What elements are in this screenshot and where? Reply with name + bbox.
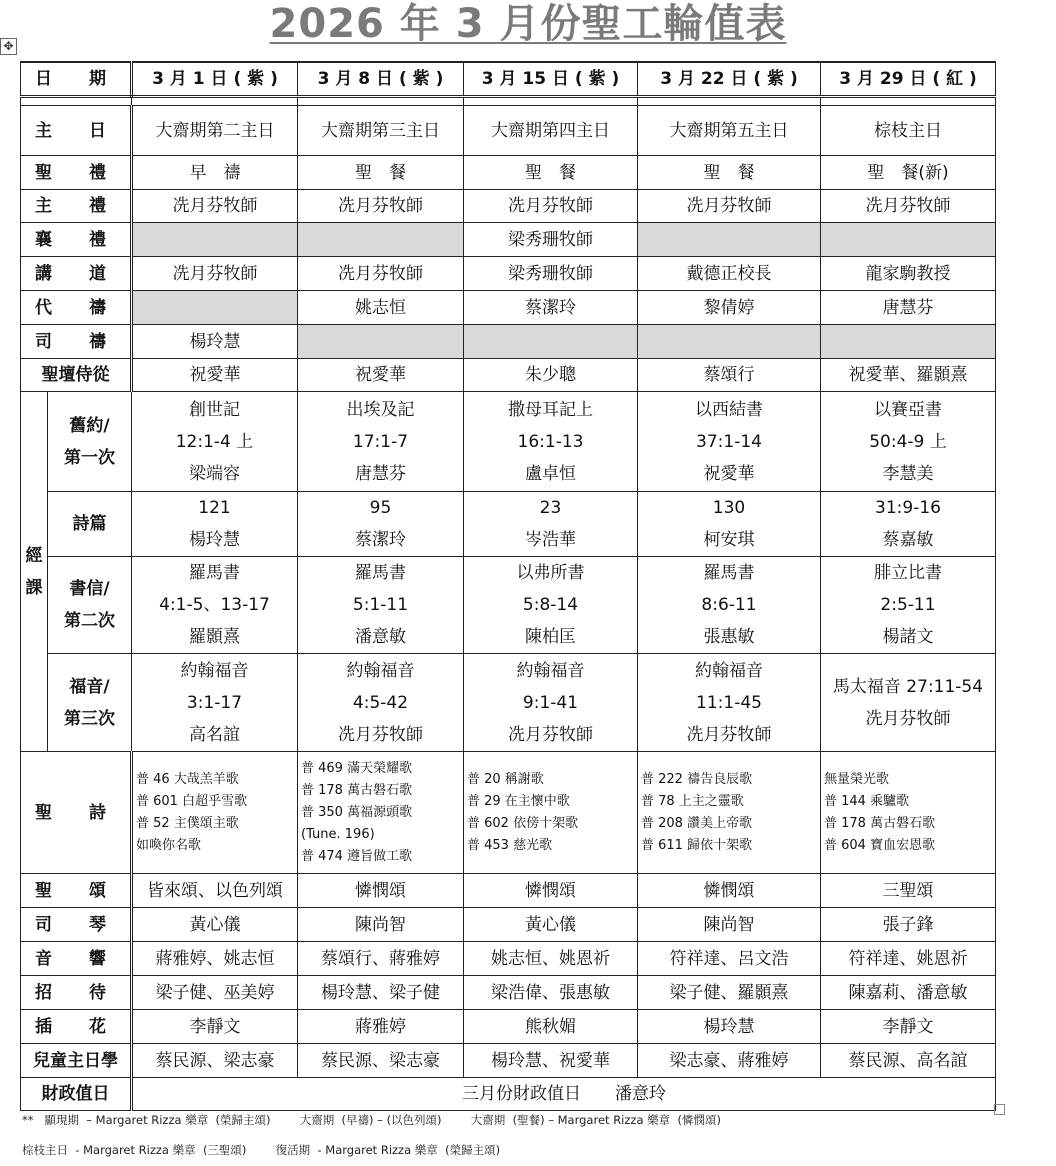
epistle-line: 羅馬書 (189, 563, 240, 583)
epistle-line: 5:8-14 (522, 595, 579, 615)
usher-cell: 梁子健、巫美婷 (132, 976, 298, 1010)
hymn-line: 普 52 主僕頌主歌 (136, 815, 239, 831)
sound-cell: 姚志恒、姚恩祈 (464, 942, 638, 976)
sunday-cell: 大齋期第五主日 (638, 106, 821, 156)
old_testament-line: 以賽亞書 (874, 399, 942, 420)
preacher-cell: 冼月芬牧師 (132, 257, 298, 291)
psalm-cell (132, 492, 298, 557)
epistle-line: 5:1-11 (352, 595, 409, 615)
sound-row-label: 音 響 (21, 942, 132, 976)
old_testament-cell (821, 392, 996, 492)
table-row (21, 976, 996, 1010)
canticle-cell: 憐憫頌 (464, 874, 638, 908)
prayer_leader-cell (464, 325, 638, 359)
old_testament-cell (464, 392, 638, 492)
table-row (21, 291, 996, 325)
table-row (21, 1044, 996, 1078)
hymns-cell (298, 752, 464, 874)
hymn-line: 普 178 萬古磐石歌 (301, 782, 413, 798)
gap-cell (464, 97, 638, 106)
table-row (21, 392, 996, 492)
old_testament-line: 出埃及記 (346, 399, 415, 420)
service-cell: 早 禱 (132, 156, 298, 190)
footnote-line-1: ** 顯現期 – Margaret Rizza 樂章 (榮歸主頌) 大齋期 (早禱) – (以色列頌) 大齋期 (聖餐) – Margaret Rizza 樂章 (憐憫頌) (22, 1113, 721, 1127)
old_testament-line: 祝愛華 (703, 463, 755, 484)
hymns-cell (464, 752, 638, 874)
sunday_school-row-label: 兒童主日學 (21, 1044, 132, 1078)
old_testament-line: 16:1-13 (517, 431, 584, 452)
psalm-cell (298, 492, 464, 557)
hymns-cell (132, 752, 298, 874)
assistant-cell (821, 223, 996, 257)
prayer_leader-cell (298, 325, 464, 359)
gospel-cell (464, 654, 638, 752)
preacher-cell: 梁秀珊牧師 (464, 257, 638, 291)
prayer_leader-cell (821, 325, 996, 359)
intercession-cell (132, 291, 298, 325)
sunday-cell: 大齋期第二主日 (132, 106, 298, 156)
date-header-4: 3 月 29 日 ( 紅 ) (821, 62, 996, 97)
old_testament-line: 12:1-4 上 (175, 431, 254, 452)
sunday_school-cell: 蔡民源、梁志豪 (298, 1044, 464, 1078)
gospel-cell (298, 654, 464, 752)
celebrant-cell: 冼月芬牧師 (132, 190, 298, 223)
table-row (21, 223, 996, 257)
hymn-line: 普 604 寶血宏恩歌 (824, 837, 936, 853)
gap-cell (821, 97, 996, 106)
hymn-line: 普 350 萬福源頭歌 (301, 804, 413, 820)
hymns-cell (638, 752, 821, 874)
server-cell: 蔡頌行 (638, 359, 821, 392)
old_testament-cell (298, 392, 464, 492)
psalm-line: 岑浩華 (525, 530, 576, 550)
old_testament-cell (638, 392, 821, 492)
intercession-cell: 蔡潔玲 (464, 291, 638, 325)
old_testament-line: 李慧美 (882, 463, 934, 484)
hymn-line: (Tune. 196) (301, 826, 375, 842)
table-move-handle-icon[interactable]: ✥ (0, 38, 17, 55)
table-row (21, 97, 996, 106)
organist-cell: 黃心儀 (464, 908, 638, 942)
server-row-label: 聖壇侍從 (21, 359, 132, 392)
organist-cell: 張子鋒 (821, 908, 996, 942)
intercession-row-label: 代 禱 (21, 291, 132, 325)
hymn-line: 普 611 歸依十架歌 (641, 837, 753, 853)
gospel-line: 馬太福音 27:11-54 (832, 676, 984, 697)
canticle-row-label: 聖 頌 (21, 874, 132, 908)
table-row (21, 908, 996, 942)
psalm-row-label: 詩篇 (48, 492, 132, 557)
table-row (21, 557, 996, 654)
celebrant-cell: 冼月芬牧師 (821, 190, 996, 223)
flowers-cell: 熊秋媚 (464, 1010, 638, 1044)
psalm-cell (638, 492, 821, 557)
celebrant-cell: 冼月芬牧師 (298, 190, 464, 223)
epistle-line: 羅馬書 (703, 563, 755, 583)
organist-row-label: 司 琴 (21, 908, 132, 942)
old_testament-line: 盧卓恒 (525, 463, 576, 484)
hymn-line: 普 602 依傍十架歌 (467, 815, 579, 831)
psalm-line: 蔡潔玲 (355, 530, 406, 550)
organist-cell: 黃心儀 (132, 908, 298, 942)
canticle-cell: 憐憫頌 (298, 874, 464, 908)
sunday_school-cell: 梁志豪、蔣雅婷 (638, 1044, 821, 1078)
psalm-cell (464, 492, 638, 557)
old_testament-line: 37:1-14 (696, 431, 762, 452)
gospel-row-label: 福音/ 第三次 (48, 654, 132, 752)
page-title: 2026 年 3 月份聖工輪值表 (269, 1, 787, 47)
service-row-label: 聖 禮 (21, 156, 132, 190)
gospel-line: 冼月芬牧師 (338, 724, 423, 745)
gap-cell (21, 97, 132, 106)
usher-cell: 梁浩偉、張惠敏 (464, 976, 638, 1010)
server-cell: 祝愛華 (298, 359, 464, 392)
assistant-cell (132, 223, 298, 257)
hymn-line: 普 78 上主之靈歌 (641, 793, 744, 809)
footnote-line-2: 棕枝主日 - Margaret Rizza 樂章 (三聖頌) 復活期 - Margaret Rizza 樂章 (榮歸主頌) (22, 1143, 501, 1157)
date-header-1: 3 月 8 日 ( 紫 ) (298, 62, 464, 97)
table-row (21, 106, 996, 156)
server-cell: 祝愛華 (132, 359, 298, 392)
table-row (21, 654, 996, 752)
preacher-row-label: 講 道 (21, 257, 132, 291)
hymn-line: 如喚你名歌 (136, 837, 202, 853)
psalm-line: 蔡嘉敏 (882, 530, 934, 550)
flowers-cell: 李靜文 (821, 1010, 996, 1044)
hymn-line: 普 178 萬古磐石歌 (824, 815, 936, 831)
epistle-cell (132, 557, 298, 654)
server-cell: 朱少聰 (464, 359, 638, 392)
gap-cell (638, 97, 821, 106)
organist-cell: 陳尚智 (298, 908, 464, 942)
epistle-line: 以弗所書 (516, 563, 585, 583)
gospel-cell (638, 654, 821, 752)
celebrant-cell: 冼月芬牧師 (464, 190, 638, 223)
hymn-line: 普 469 滿天榮耀歌 (301, 760, 413, 776)
gospel-line: 3:1-17 (186, 692, 243, 713)
sunday-cell: 大齋期第三主日 (298, 106, 464, 156)
usher-cell: 陳嘉莉、潘意敏 (821, 976, 996, 1010)
table-row (21, 359, 996, 392)
old_testament-cell (132, 392, 298, 492)
assistant-cell (298, 223, 464, 257)
sunday-cell: 大齋期第四主日 (464, 106, 638, 156)
intercession-cell: 黎倩婷 (638, 291, 821, 325)
prayer_leader-cell: 楊玲慧 (132, 325, 298, 359)
hymns-row-label: 聖 詩 (21, 752, 132, 874)
lectionary-group-label: 經 課 (21, 392, 48, 752)
sunday_school-cell: 蔡民源、梁志豪 (132, 1044, 298, 1078)
epistle-cell (638, 557, 821, 654)
gospel-line: 高名誼 (189, 724, 240, 745)
hymn-line: 普 222 禱告良辰歌 (641, 771, 753, 787)
hymn-line: 普 601 白超乎雪歌 (136, 793, 248, 809)
intercession-cell: 唐慧芬 (821, 291, 996, 325)
hymns-cell (821, 752, 996, 874)
date-header-2: 3 月 15 日 ( 紫 ) (464, 62, 638, 97)
server-cell: 祝愛華、羅顥熹 (821, 359, 996, 392)
psalm-cell (821, 492, 996, 557)
table-row (21, 1010, 996, 1044)
epistle-line: 2:5-11 (880, 595, 936, 615)
old_testament-line: 撒母耳記上 (508, 399, 593, 420)
epistle-line: 羅顥熹 (189, 627, 240, 647)
epistle-line: 潘意敏 (355, 627, 406, 647)
gospel-line: 冼月芬牧師 (686, 724, 772, 745)
old_testament-line: 17:1-7 (352, 431, 409, 452)
preacher-cell: 戴德正校長 (638, 257, 821, 291)
table-row (21, 874, 996, 908)
canticle-cell: 皆來頌、以色列頌 (132, 874, 298, 908)
hymn-line: 普 453 慈光歌 (467, 837, 553, 853)
old_testament-line: 唐慧芬 (355, 463, 406, 484)
hymn-line: 普 474 遵旨做工歌 (301, 848, 413, 864)
table-row (21, 942, 996, 976)
finance-cell: 三月份財政值日 潘意玲 (132, 1078, 996, 1111)
gospel-line: 約翰福音 (516, 660, 585, 681)
psalm-line: 95 (369, 498, 392, 518)
sunday_school-cell: 蔡民源、高名誼 (821, 1044, 996, 1078)
old_testament-line: 梁端容 (189, 463, 240, 484)
psalm-line: 柯安琪 (703, 530, 755, 550)
psalm-line: 121 (198, 498, 231, 518)
gospel-cell (821, 654, 996, 752)
assistant-cell: 梁秀珊牧師 (464, 223, 638, 257)
psalm-line: 130 (712, 498, 746, 518)
gospel-cell (132, 654, 298, 752)
sunday-row-label: 主 日 (21, 106, 132, 156)
gap-cell (298, 97, 464, 106)
finance-row-label: 財政值日 (21, 1078, 132, 1111)
usher-cell: 梁子健、羅顥熹 (638, 976, 821, 1010)
table-row (21, 190, 996, 223)
hymn-line: 普 46 大哉羔羊歌 (136, 771, 239, 787)
usher-row-label: 招 待 (21, 976, 132, 1010)
epistle-line: 張惠敏 (703, 627, 755, 647)
sunday-cell: 棕枝主日 (821, 106, 996, 156)
psalm-line: 楊玲慧 (189, 530, 240, 550)
hymn-line: 普 20 稱謝歌 (467, 771, 544, 787)
table-row (21, 492, 996, 557)
sound-cell: 蔡頌行、蔣雅婷 (298, 942, 464, 976)
sound-cell: 蔣雅婷、姚志恒 (132, 942, 298, 976)
prayer_leader-row-label: 司 禱 (21, 325, 132, 359)
preacher-cell: 冼月芬牧師 (298, 257, 464, 291)
celebrant-row-label: 主 禮 (21, 190, 132, 223)
hymn-line: 無量榮光歌 (824, 771, 890, 787)
gospel-line: 11:1-45 (696, 692, 762, 713)
table-row (21, 1078, 996, 1111)
gap-cell (132, 97, 298, 106)
sound-cell: 符祥達、呂文浩 (638, 942, 821, 976)
table-resize-handle-icon[interactable] (994, 1104, 1005, 1115)
gospel-line: 4:5-42 (352, 692, 409, 713)
table-row (21, 325, 996, 359)
epistle-line: 陳柏匡 (525, 627, 576, 647)
psalm-line: 23 (539, 498, 562, 518)
assistant-row-label: 襄 禮 (21, 223, 132, 257)
date-header-label: 日 期 (21, 62, 132, 97)
sound-cell: 符祥達、姚恩祈 (821, 942, 996, 976)
hymn-line: 普 29 在主懷中歌 (467, 793, 570, 809)
epistle-line: 楊諸文 (882, 627, 934, 647)
organist-cell: 陳尚智 (638, 908, 821, 942)
psalm-line: 31:9-16 (875, 498, 941, 518)
canticle-cell: 憐憫頌 (638, 874, 821, 908)
service-cell: 聖 餐 (298, 156, 464, 190)
epistle-line: 4:1-5、13-17 (159, 595, 270, 615)
gospel-line: 冼月芬牧師 (508, 724, 593, 745)
epistle-row-label: 書信/ 第二次 (48, 557, 132, 654)
usher-cell: 楊玲慧、梁子健 (298, 976, 464, 1010)
flowers-row-label: 插 花 (21, 1010, 132, 1044)
old_testament-line: 創世記 (189, 399, 240, 420)
epistle-cell (464, 557, 638, 654)
prayer_leader-cell (638, 325, 821, 359)
old_testament-line: 以西結書 (695, 399, 763, 420)
table-row (21, 752, 996, 874)
intercession-cell: 姚志恒 (298, 291, 464, 325)
sunday_school-cell: 楊玲慧、祝愛華 (464, 1044, 638, 1078)
celebrant-cell: 冼月芬牧師 (638, 190, 821, 223)
canticle-cell: 三聖頌 (821, 874, 996, 908)
flowers-cell: 李靜文 (132, 1010, 298, 1044)
flowers-cell: 楊玲慧 (638, 1010, 821, 1044)
table-row (21, 257, 996, 291)
epistle-line: 羅馬書 (355, 563, 406, 583)
service-cell: 聖 餐 (464, 156, 638, 190)
epistle-line: 8:6-11 (701, 595, 757, 615)
gospel-line: 約翰福音 (695, 660, 763, 681)
table-row (21, 62, 996, 97)
flowers-cell: 蔣雅婷 (298, 1010, 464, 1044)
epistle-line: 腓立比書 (874, 563, 942, 583)
hymn-line: 普 208 讚美上帝歌 (641, 815, 753, 831)
gospel-line: 約翰福音 (180, 660, 249, 681)
assistant-cell (638, 223, 821, 257)
service-cell: 聖 餐(新) (821, 156, 996, 190)
preacher-cell: 龍家駒教授 (821, 257, 996, 291)
old_testament-row-label: 舊約/ 第一次 (48, 392, 132, 492)
date-header-0: 3 月 1 日 ( 紫 ) (132, 62, 298, 97)
gospel-line: 冼月芬牧師 (865, 708, 951, 729)
schedule-table (20, 61, 996, 1111)
old_testament-line: 50:4-9 上 (869, 431, 947, 452)
epistle-cell (821, 557, 996, 654)
gospel-line: 約翰福音 (346, 660, 415, 681)
gospel-line: 9:1-41 (522, 692, 579, 713)
date-header-3: 3 月 22 日 ( 紫 ) (638, 62, 821, 97)
service-cell: 聖 餐 (638, 156, 821, 190)
table-row (21, 156, 996, 190)
hymn-line: 普 144 乘驢歌 (824, 793, 910, 809)
epistle-cell (298, 557, 464, 654)
